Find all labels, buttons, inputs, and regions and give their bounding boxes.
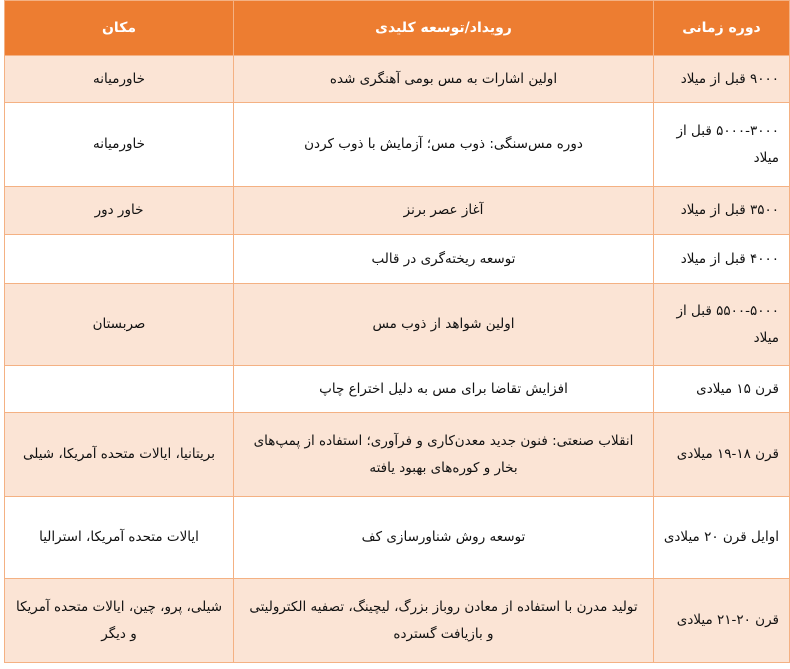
place-cell: صربستان [5,284,234,366]
event-cell: توسعه ریخته‌گری در قالب [234,235,654,284]
event-cell: اولین اشارات به مس بومی آهنگری شده [234,56,654,103]
event-cell: اولین شواهد از ذوب مس [234,284,654,366]
place-cell: بریتانیا، ایالات متحده آمریکا، شیلی [5,413,234,497]
period-cell: ۵۰۰۰-۳۰۰۰ قبل از میلاد [654,103,790,187]
event-cell: افزایش تقاضا برای مس به دلیل اختراع چاپ [234,366,654,413]
place-cell: خاورمیانه [5,56,234,103]
header-row [5,1,790,56]
place-cell [5,366,234,413]
event-cell: انقلاب صنعتی: فنون جدید معدن‌کاری و فرآوری؛ استفاده از پمپ‌های بخار و کوره‌های بهبود یافته [234,413,654,497]
table-row [5,413,790,497]
table-row [5,579,790,663]
table-row [5,103,790,187]
period-cell: قرن ۲۰-۲۱ میلادی [654,579,790,663]
period-cell: ۴۰۰۰ قبل از میلاد [654,235,790,284]
history-table [4,0,790,663]
table-row [5,56,790,103]
table-row [5,284,790,366]
place-cell: خاور دور [5,187,234,235]
place-cell: شیلی، پرو، چین، ایالات متحده آمریکا و دیگر [5,579,234,663]
place-cell: خاورمیانه [5,103,234,187]
table-row [5,235,790,284]
table-row [5,366,790,413]
header-event: رویداد/توسعه کلیدی [234,1,654,56]
event-cell: آغاز عصر برنز [234,187,654,235]
place-cell [5,235,234,284]
table-row [5,187,790,235]
header-period: دوره زمانی [654,1,790,56]
event-cell: دوره مس‌سنگی: ذوب مس؛ آزمایش با ذوب کردن [234,103,654,187]
header-place: مکان [5,1,234,56]
place-cell: ایالات متحده آمریکا، استرالیا [5,497,234,579]
period-cell: ۵۵۰۰-۵۰۰۰ قبل از میلاد [654,284,790,366]
period-cell: ۳۵۰۰ قبل از میلاد [654,187,790,235]
period-cell: ۹۰۰۰ قبل از میلاد [654,56,790,103]
period-cell: اوایل قرن ۲۰ میلادی [654,497,790,579]
period-cell: قرن ۱۸-۱۹ میلادی [654,413,790,497]
period-cell: قرن ۱۵ میلادی [654,366,790,413]
table-row [5,497,790,579]
event-cell: تولید مدرن با استفاده از معادن روباز بزرگ، لیچینگ، تصفیه الکترولیتی و بازیافت گسترده [234,579,654,663]
event-cell: توسعه روش شناورسازی کف [234,497,654,579]
